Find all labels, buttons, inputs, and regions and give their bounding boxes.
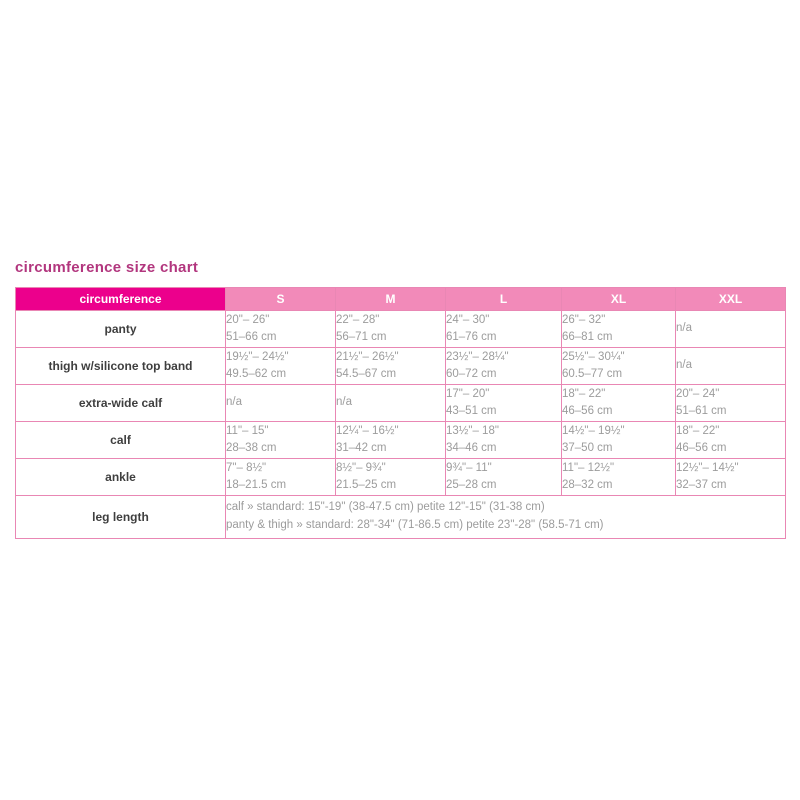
measurement-line: 54.5–67 cm [336, 368, 397, 380]
leg-length-note-line: calf » standard: 15"-19" (38-47.5 cm) petite 12"-15" (31-38 cm) [226, 501, 545, 514]
measurement-cell [336, 348, 446, 385]
measurement-line: n/a [336, 396, 352, 409]
measurement-line: 7"– 8½" [226, 461, 267, 474]
leg-length-note-cell [226, 496, 786, 539]
measurement-line: 20"– 24" [676, 387, 720, 400]
measurement-line: 66–81 cm [562, 331, 613, 343]
measurement-line: 23½"– 28¼" [446, 350, 509, 363]
table-row [16, 459, 786, 496]
measurement-cell [336, 311, 446, 348]
measurement-line: 43–51 cm [446, 405, 497, 417]
measurement-cell [446, 459, 562, 496]
measurement-line: 51–66 cm [226, 331, 277, 343]
measurement-cell [226, 459, 336, 496]
measurement-cell [562, 311, 676, 348]
header-cell-circumference: circumference [16, 288, 226, 311]
measurement-cell [446, 348, 562, 385]
measurement-line: 21½"– 26½" [336, 350, 399, 363]
measurement-line: 24"– 30" [446, 313, 490, 326]
table-body [16, 311, 786, 539]
measurement-cell [676, 311, 786, 348]
measurement-line: 21.5–25 cm [336, 479, 397, 491]
measurement-cell [446, 385, 562, 422]
measurement-line: 8½"– 9¾" [336, 461, 386, 474]
measurement-line: 46–56 cm [562, 405, 613, 417]
measurement-line: 51–61 cm [676, 405, 727, 417]
measurement-line: 12½"– 14½" [676, 461, 739, 474]
measurement-line: 9¾"– 11" [446, 461, 492, 474]
row-label: ankle [16, 459, 226, 496]
measurement-line: 25½"– 30¼" [562, 350, 625, 363]
measurement-cell [446, 311, 562, 348]
measurement-line: n/a [676, 359, 692, 372]
measurement-cell [446, 422, 562, 459]
measurement-line: 11"– 12½" [562, 461, 615, 474]
header-cell-size-xl: XL [562, 288, 676, 311]
measurement-cell [336, 385, 446, 422]
measurement-line: n/a [676, 322, 692, 335]
measurement-cell [676, 459, 786, 496]
measurement-line: 28–38 cm [226, 442, 277, 454]
header-cell-size-l: L [446, 288, 562, 311]
measurement-line: 60.5–77 cm [562, 368, 623, 380]
row-label: calf [16, 422, 226, 459]
measurement-line: 17"– 20" [446, 387, 490, 400]
chart-title: circumference size chart [15, 259, 199, 276]
measurement-line: 61–76 cm [446, 331, 497, 343]
measurement-line: 28–32 cm [562, 479, 613, 491]
table-row [16, 422, 786, 459]
measurement-line: 60–72 cm [446, 368, 497, 380]
measurement-line: 49.5–62 cm [226, 368, 287, 380]
measurement-cell [226, 311, 336, 348]
row-label: extra-wide calf [16, 385, 226, 422]
measurement-line: 56–71 cm [336, 331, 387, 343]
table-row-leg-length [16, 496, 786, 539]
measurement-line: 26"– 32" [562, 313, 606, 326]
measurement-cell [562, 422, 676, 459]
measurement-cell [226, 422, 336, 459]
measurement-line: 18"– 22" [562, 387, 606, 400]
measurement-line: 18–21.5 cm [226, 479, 287, 491]
table-row [16, 311, 786, 348]
measurement-line: 14½"– 19½" [562, 424, 625, 437]
size-chart-table [15, 287, 786, 539]
measurement-cell [226, 385, 336, 422]
measurement-cell [336, 422, 446, 459]
measurement-cell [676, 348, 786, 385]
measurement-cell [226, 348, 336, 385]
measurement-cell [676, 385, 786, 422]
row-label: panty [16, 311, 226, 348]
header-cell-size-s: S [226, 288, 336, 311]
measurement-line: 32–37 cm [676, 479, 727, 491]
row-label: leg length [16, 496, 226, 539]
measurement-line: 20"– 26" [226, 313, 270, 326]
measurement-line: 34–46 cm [446, 442, 497, 454]
measurement-line: 37–50 cm [562, 442, 613, 454]
measurement-cell [676, 422, 786, 459]
measurement-line: 25–28 cm [446, 479, 497, 491]
row-label: thigh w/silicone top band [16, 348, 226, 385]
measurement-cell [562, 348, 676, 385]
size-chart-table-wrap [15, 287, 785, 539]
measurement-cell [562, 459, 676, 496]
leg-length-note-line: panty & thigh » standard: 28"-34" (71-86.5 cm) petite 23"-28" (58.5-71 cm) [226, 519, 604, 531]
table-row [16, 348, 786, 385]
measurement-line: 22"– 28" [336, 313, 380, 326]
measurement-cell [562, 385, 676, 422]
measurement-line: 12¼"– 16½" [336, 424, 399, 437]
header-row [16, 288, 786, 311]
table-row [16, 385, 786, 422]
measurement-line: 18"– 22" [676, 424, 720, 437]
header-cell-size-m: M [336, 288, 446, 311]
table-header [16, 288, 786, 311]
measurement-line: 31–42 cm [336, 442, 387, 454]
measurement-cell [336, 459, 446, 496]
measurement-line: 19½"– 24½" [226, 350, 289, 363]
measurement-line: n/a [226, 396, 242, 409]
header-cell-size-xxl: XXL [676, 288, 786, 311]
measurement-line: 46–56 cm [676, 442, 727, 454]
measurement-line: 13½"– 18" [446, 424, 499, 437]
measurement-line: 11"– 15" [226, 424, 269, 437]
